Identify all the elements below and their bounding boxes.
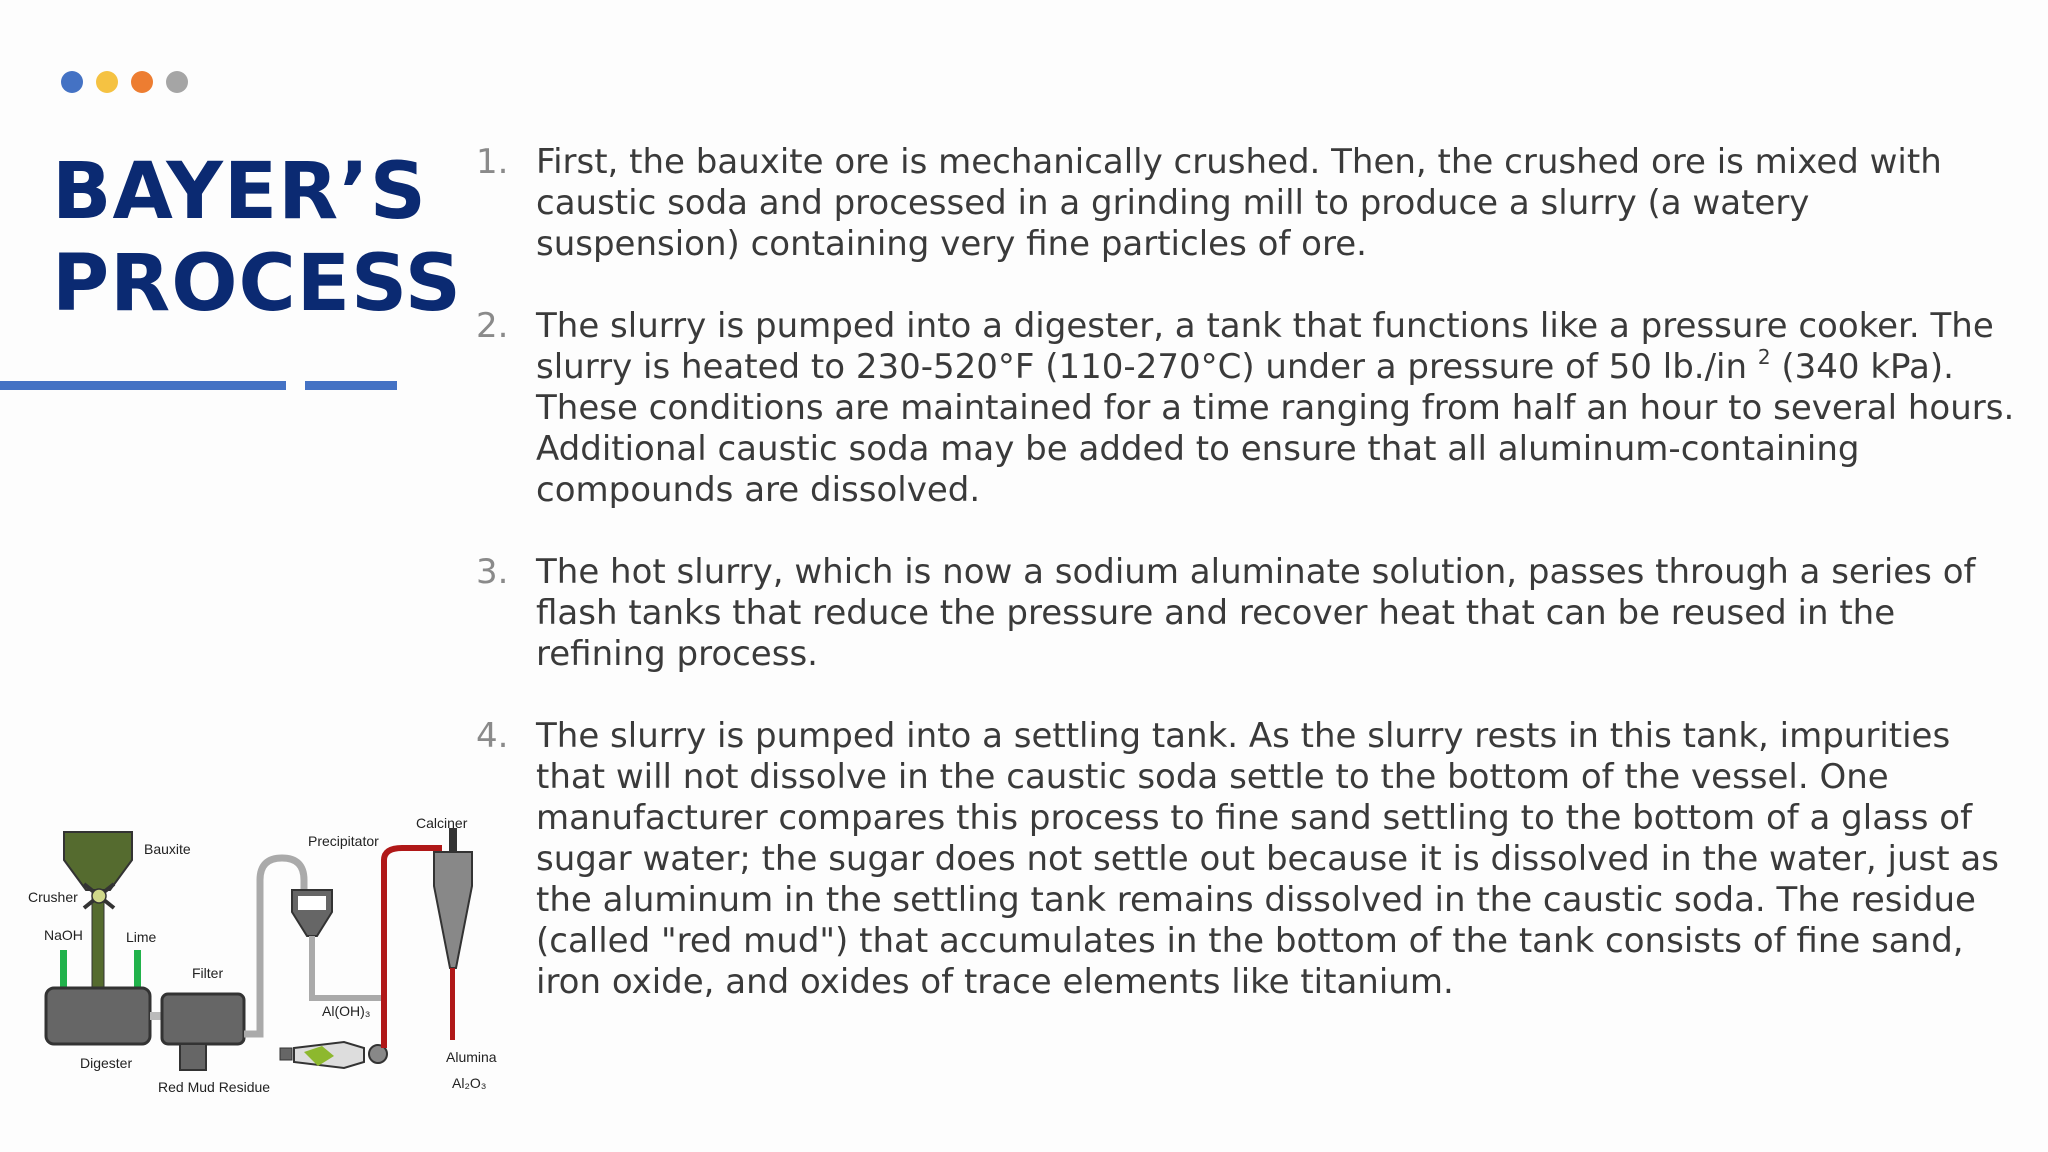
dot-yellow [96, 71, 118, 93]
process-steps [476, 142, 2016, 1003]
step-text [536, 306, 2014, 510]
step-item [476, 142, 2016, 265]
superscript: 2 [1757, 345, 1771, 369]
step-text-part: The slurry is pumped into a digester, a tank that functions like a pressure cooker. The slurry is heated to 230-520°F (110-270°C) under a pressure of 50 lb./in [536, 306, 1994, 387]
title-line-2: PROCESS [52, 239, 462, 329]
calciner-stack [449, 828, 457, 852]
dot-blue [61, 71, 83, 93]
filter-precipitator-pipe [244, 858, 304, 1034]
digester-filter-pipe [150, 1012, 162, 1020]
step-item [476, 716, 2016, 1003]
page-title [52, 146, 462, 330]
label-digester: Digester [80, 1055, 133, 1071]
bauxite-hopper [64, 832, 132, 890]
label-lime: Lime [126, 929, 157, 945]
label-aloh3: Al(OH)₃ [322, 1003, 371, 1019]
label-crusher: Crusher [28, 889, 78, 905]
label-calciner: Calciner [416, 815, 468, 831]
naoh-pipe [60, 950, 67, 988]
label-precipitator: Precipitator [308, 833, 379, 849]
lime-pipe [134, 950, 141, 988]
step-text: First, the bauxite ore is mechanically crushed. Then, the crushed ore is mixed with caustic soda and processed in a grinding mill to produce a slurry (a watery suspension) containing very fine particles of ore. [536, 142, 1942, 264]
alumina-outlet [450, 968, 455, 1040]
calciner-cyclone [434, 852, 472, 968]
step-number: 3. [476, 552, 509, 592]
label-naoh: NaOH [44, 927, 83, 943]
step-number: 4. [476, 716, 509, 756]
title-underline-long [0, 381, 286, 390]
label-alumina: Alumina [446, 1049, 497, 1065]
step-item [476, 552, 2016, 675]
precipitator-outlet-pipe [312, 936, 382, 998]
dot-orange [131, 71, 153, 93]
title-underline-short [305, 381, 397, 390]
precipitator-window [298, 896, 326, 910]
decorative-dots [61, 71, 188, 93]
step-text: The slurry is pumped into a settling tank. As the slurry rests in this tank, impurities that will not dissolve in the caustic soda settle to the bottom of the vessel. One manufacturer compares this process to fine sand settling to the bottom of a glass of sugar water; the sugar does not settle out because it is dissolved in the water, just as the aluminum in the settling tank remains dissolved in the caustic soda. The residue (called "red mud") that accumulates in the bottom of the tank consists of fine sand, iron oxide, and oxides of trace elements like titanium. [536, 716, 1999, 1002]
step-text-part: (340 kPa). These conditions are maintained for a time ranging from half an hour to several hours. Additional caustic soda may be added to ensure that all aluminum-containing compounds are dissolved. [536, 347, 2015, 510]
label-red-mud: Red Mud Residue [158, 1079, 271, 1095]
step-number: 2. [476, 306, 509, 346]
feed-pipe [92, 890, 104, 995]
label-al2o3: Al₂O₃ [452, 1075, 487, 1091]
step-text: The hot slurry, which is now a sodium aluminate solution, passes through a series of flash tanks that reduce the pressure and recover heat that can be reused in the refining process. [536, 552, 1976, 674]
red-mud-outlet [180, 1044, 206, 1070]
label-bauxite: Bauxite [144, 841, 191, 857]
filter-tank [162, 994, 244, 1044]
kiln-feed [280, 1048, 292, 1060]
step-item [476, 306, 2016, 511]
title-line-1: BAYER’S [52, 147, 427, 237]
label-filter: Filter [192, 965, 224, 981]
digester-tank [46, 988, 150, 1044]
step-number: 1. [476, 142, 509, 182]
dot-gray [166, 71, 188, 93]
bayer-process-diagram [22, 790, 502, 1110]
